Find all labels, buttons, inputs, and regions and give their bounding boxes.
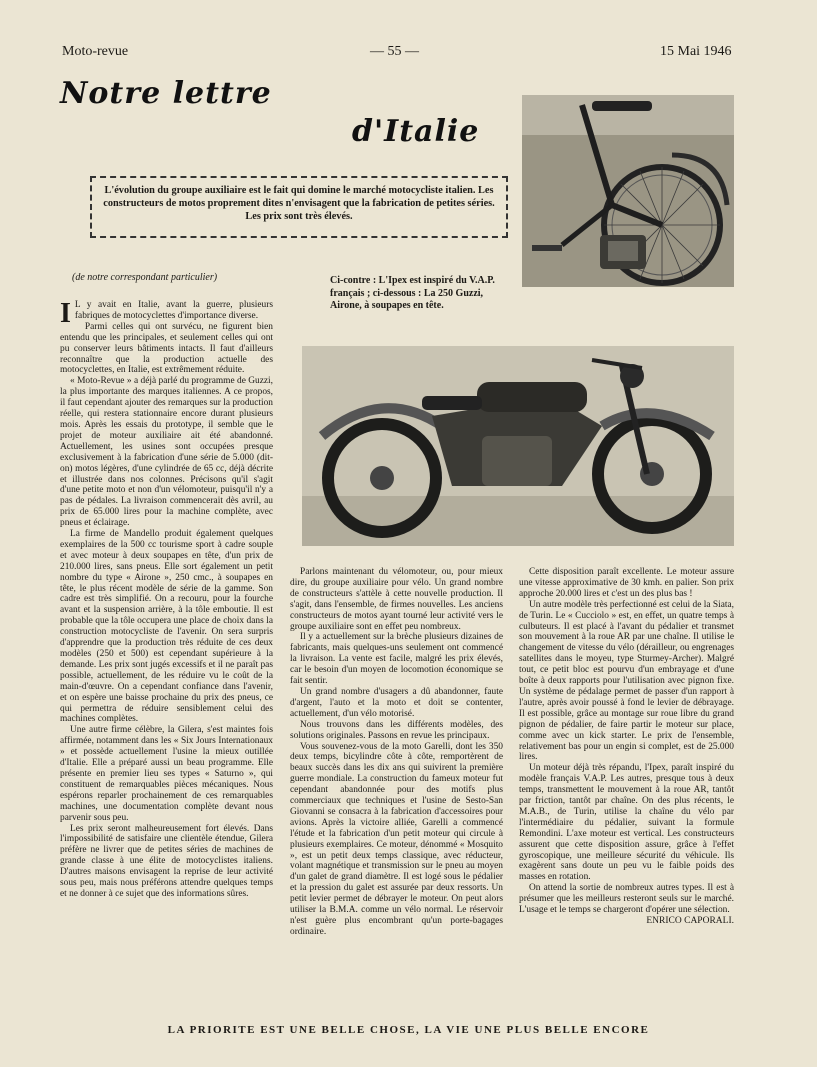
article-title-line2: d'Italie xyxy=(352,114,480,149)
article-column-1 xyxy=(60,300,273,1000)
paragraph: « Moto-Revue » a déjà parlé du programme de Guzzi, la plus importante des marques italiennes. A ce propos, il faut cependant ajouter des remarques sur la production réelle, qui restera stationnaire encore durant plusieurs mois. Après les essais du prototype, il semble que le projet de moteur auxiliaire ait été abandonné. Actuellement, les usines sont occupées presque exclusivement à la fabrication d'une série de 5.000 (dit-on) motos légères, d'une cylindrée de 65 cc, déjà décrite et illustrée dans nos colonnes. Précisons qu'il s'agit d'une petite moto et non d'un vélomoteur, puisqu'il n'y a pas de pédales. La livraison commencerait dès avril, au prix de 65.000 lires pour la machine complète, avec pneus et éclairage. xyxy=(60,376,273,529)
paragraph: Nous trouvons dans les différents modèles, des solutions originales. Passons en revue les principaux. xyxy=(290,719,503,741)
article-column-3 xyxy=(519,567,734,1017)
paragraph: On attend la sortie de nombreux autres types. Il est à présumer que les meilleurs resteront seuls sur le marché. L'usage et le temps se chargeront d'opérer une sélection. xyxy=(519,883,734,916)
running-head-left: Moto-revue xyxy=(62,44,129,59)
page-footer-motto: LA PRIORITE EST UNE BELLE CHOSE, LA VIE UNE PLUS BELLE ENCORE xyxy=(167,1024,650,1036)
photo-caption: Ci-contre : L'Ipex est inspiré du V.A.P. français ; ci-dessous : La 250 Guzzi, Airone, à soupapes en tête. xyxy=(330,275,495,311)
byline: (de notre correspondant particulier) xyxy=(72,272,218,283)
paragraph: Cette disposition paraît excellente. Le moteur assure une vitesse approximative de 30 kmh. en palier. Son prix approche 20.000 lires et c'est un des plus bas ! xyxy=(519,567,734,599)
bicycle-illustration xyxy=(522,95,734,287)
page-number: — 55 — xyxy=(370,44,419,59)
article-lead: L'évolution du groupe auxiliaire est le fait qui domine le marché motocycliste italien. Les constructeurs de motos proprement dites n'envisagent que la fabrication de petites séries. Les prix sont très élevés. xyxy=(90,176,508,238)
author-signature: ENRICO CAPORALI. xyxy=(646,916,734,926)
paragraph: La firme de Mandello produit également quelques exemplaires de la 500 cc tourisme sport à cadre souple et avec moteur à deux soupapes en tête, d'un prix de 210.000 lires, sans pneus. Elle sort également un petit nombre du type « Airone », 250 cmc., à soupapes en tête, le plus récent modèle de série de la gamme. Son cadre est très simplifié. On a recouru, pour la fourche avant et la suspension arrière, à la tôle emboutie. Il est probable que la tôle occupera une place de choix dans la construction motocycliste de l'avenir. On sera surpris d'apprendre que la production très réduite de ces deux modèles (250 et 500) est cependant supérieure à la demande. Les prix sont jugés excessifs et il ne paraît pas possible, actuellement, de les réduire vu le coût de la main-d'œuvre. On a cependant confiance dans l'avenir, et on espère une baisse prochaine du prix des pneus, ce qui permettra de réduire sensiblement celui des machines complètes. xyxy=(60,529,273,725)
paragraph: Un autre modèle très perfectionné est celui de la Siata, de Turin. Le « Cucciolo » est, en effet, un quatre temps à culbuteurs. Il est placé à l'avant du pédalier et transmet son mouvement à la roue AR par une chaîne. Il utilise le changement de vitesse du vélo (dérailleur, ou engrenages satellites dans le moyeu, type Sturmey-Archer). Malgré tout, ce petit bloc est pourvu d'un embrayage et d'une boîte à deux rapports pour l'utilisation avec pignon fixe. Un système de pédalage permet de passer d'un rapport à l'autre, après avoir poussé à fond le levier de débrayage. Il est possible, grâce au montage sur roue libre du grand pignon de pédalier, de faire partir le moteur sur place, comme avec un kick starter. Le prix de l'ensemble, relativement bas pour un engin si complet, est de 25.000 lires. xyxy=(519,599,734,763)
drop-cap: I xyxy=(60,300,71,329)
paragraph xyxy=(60,300,273,329)
paragraph: Parlons maintenant du vélomoteur, ou, pour mieux dire, du groupe auxiliaire pour vélo. Un grand nombre de constructeurs s'attèle à cette nouvelle production. Il s'agit, dans l'ensemble, de firmes nouvelles. Les anciens constructeurs de motos ayant tourné leur activité vers le groupe auxiliaire sont en effet peu nombreux. xyxy=(290,567,503,632)
paragraph: Une autre firme célèbre, la Gilera, s'est maintes fois affirmée, notamment dans les « Six Jours Internationaux » et possède actuellement l'usine la mieux outillée d'Italie. Elle a préparé aussi un beau programme. Elle présente en premier lieu ses types « Saturno », qui constituent de remarquables pièces mécaniques. Nous espérons reparler prochainement de ces remarquables machines, une documentation complète devant nous parvenir sous peu. xyxy=(60,725,273,823)
photo-ipex-bicycle xyxy=(522,95,734,287)
paragraph-text: L y avait en Italie, avant la guerre, plusieurs fabriques de motocyclettes d'importance diverse. xyxy=(74,300,273,321)
article-title-line1: Notre lettre xyxy=(60,76,272,111)
paragraph: Un grand nombre d'usagers a dû abandonner, faute d'argent, l'auto et la moto et doit se contenter, actuellement, d'un vélo motorisé. xyxy=(290,686,503,719)
paragraph: Parmi celles qui ont survécu, ne figurent bien entendu que les principales, et seulement celles qui ont pu conserver leurs bâtiments intacts. Il faut d'ailleurs reconnaître que la production actuelle des motocyclettes, en Italie, est extrêmement réduite. xyxy=(60,321,273,376)
paragraph: Un moteur déjà très répandu, l'Ipex, paraît inspiré du modèle français V.A.P. Les autres, presque tous à deux temps, transmettent le mouvement à la roue AR, tantôt par friction, tantôt par chaîne. On des plus récents, le M.A.B., de Turin, utilise la chaîne du vélo par l'intermédiaire du pédalier, suivant la formule Remondini. L'axe moteur est vertical. Les constructeurs assurent que cette disposition assure, grâce à l'effet gyroscopique, une meilleure sécurité du véhicule. Ils exagèrent sans doute un peu vu le faible poids des masses en rotation. xyxy=(519,763,734,883)
motorcycle-illustration xyxy=(302,346,734,546)
photo-guzzi-airone xyxy=(302,346,734,546)
article-column-2 xyxy=(290,567,503,1007)
paragraph: Les prix seront malheureusement fort élevés. Dans l'impossibilité de satisfaire une clientèle étendue, Gilera préfère ne livrer que de petites séries de machines de grande classe à une élite de motocyclistes italiens. D'autres maisons envisagent la reprise de leur activité sous peu, mais nous préférons attendre quelques temps et ne donner à ce sujet que des informations sûres. xyxy=(60,823,273,899)
paragraph: Il y a actuellement sur la brèche plusieurs dizaines de fabricants, mais quelques-uns seulement ont commencé la livraison. La vente est facile, malgré les prix élevés, car le besoin d'un moyen de locomotion économique se fait sentir. xyxy=(290,632,503,687)
issue-date: 15 Mai 1946 xyxy=(660,44,732,59)
paragraph: Vous souvenez-vous de la moto Garelli, dont les 350 deux temps, bicylindre côte à côte, remportèrent de beaux succès dans les dix ans qui suivirent la première guerre mondiale. La construction du fameux moteur fut cependant abandonnée pour des motifs plus commerciaux que techniques et l'usine de Sesto-San Giovanni se consacra à la fabrication d'accessoires pour avions. Après la victoire alliée, Garelli a commencé l'étude et la fabrication d'un petit moteur qui circule à plusieurs exemplaires. Ce moteur, dénommé « Mosquito », est un petit deux temps classique, avec réducteur, volant magnétique et transmission sur le pneu au moyen d'un galet de grand diamètre. Il est logé sous le pédalier et la pression du galet est assurée par deux ressorts. Un petit levier permet de débrayer le moteur. On peut alors utiliser la B.M.A. comme un vélo normal. Le réservoir n'est guère plus encombrant qu'un porte-bagages ordinaire. xyxy=(290,741,503,937)
